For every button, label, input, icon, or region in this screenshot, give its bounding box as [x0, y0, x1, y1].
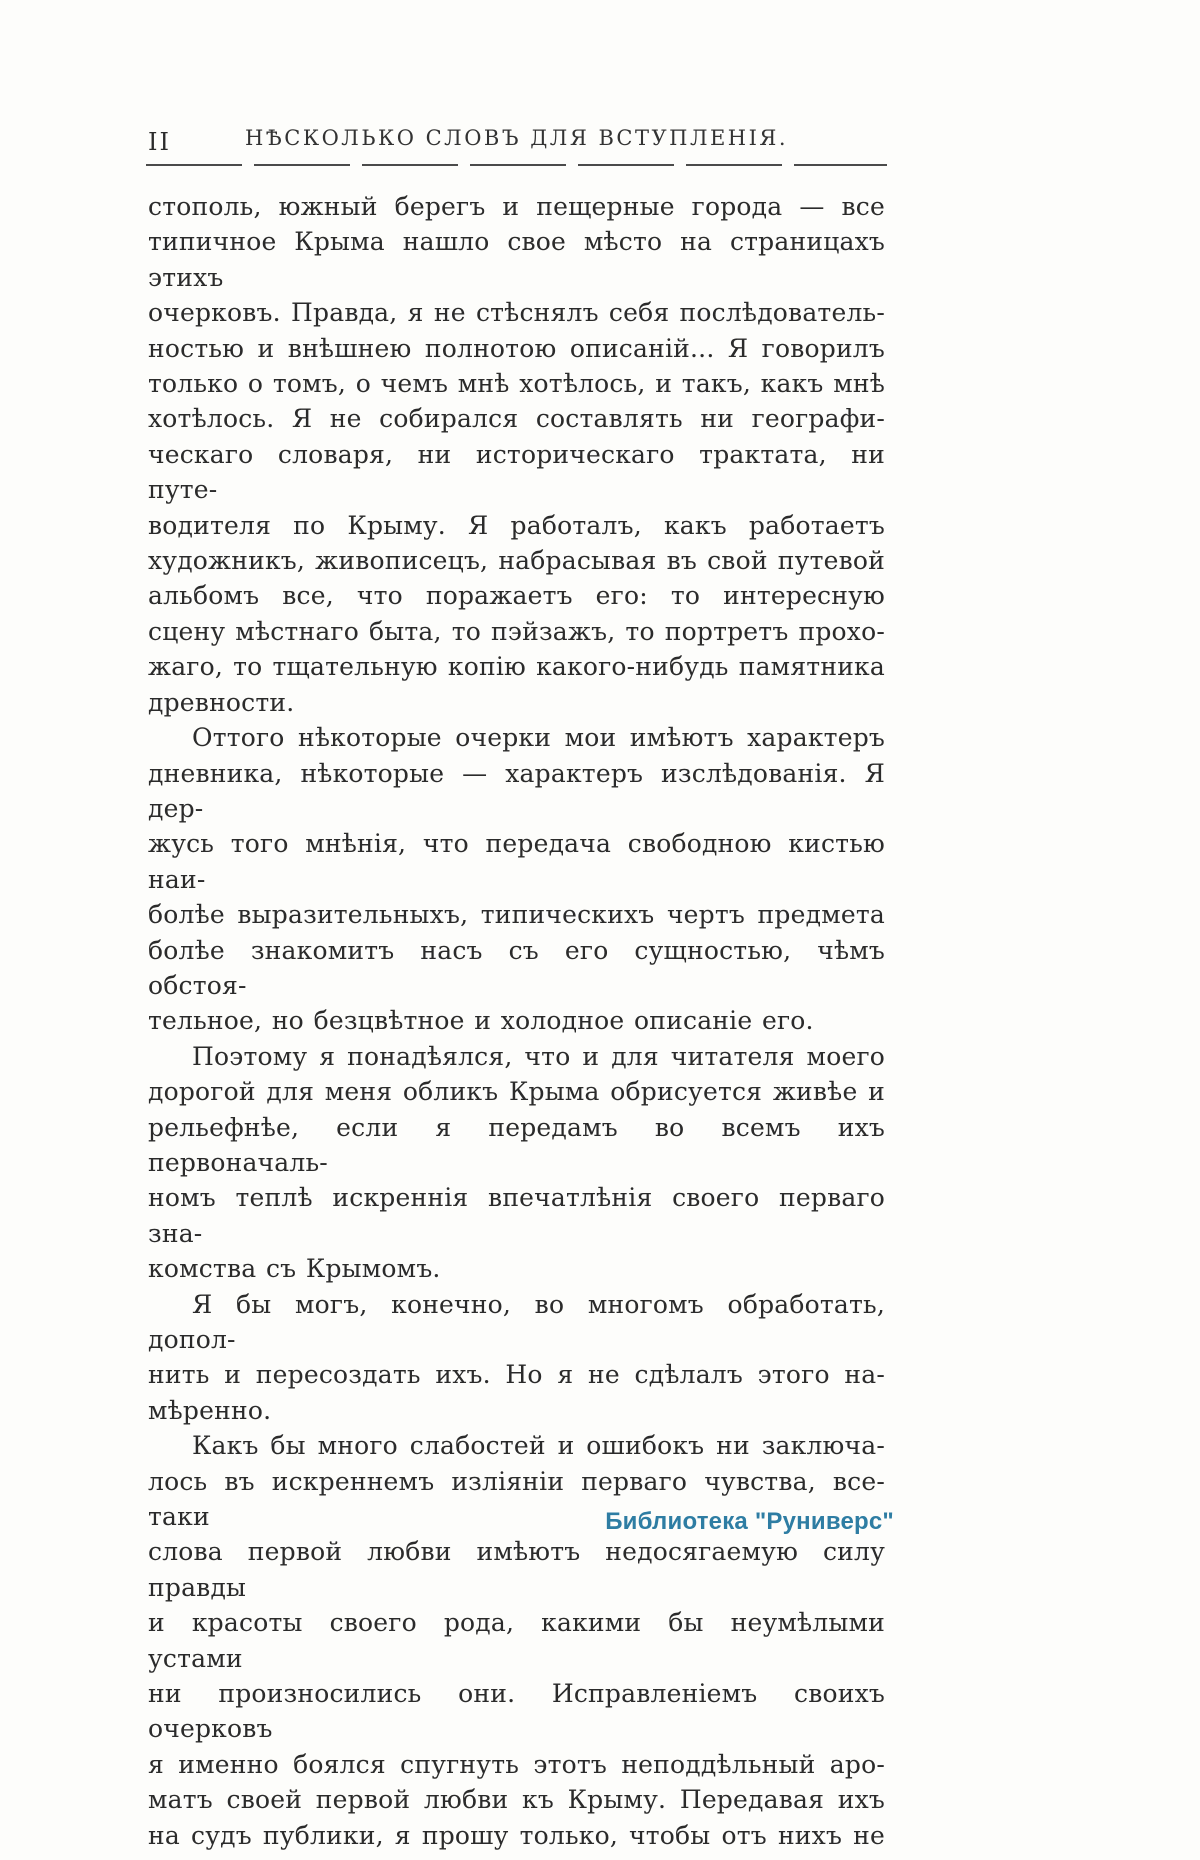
text-line: альбомъ все, что поражаетъ его: то интересную	[148, 581, 885, 611]
text-line: дневника, нѣкоторые — характеръ изслѣдованія. Я дер-	[148, 758, 885, 823]
text-line: лось въ искреннемъ изліяніи перваго чувства, все-таки	[148, 1466, 885, 1532]
text-line: я именно боялся спугнуть этотъ неподдѣльный аро-	[148, 1749, 885, 1779]
text-line: тельное, но безцвѣтное и холодное описаніе его.	[148, 1006, 814, 1036]
text-line: жусь того мнѣнія, что передача свободною кистью наи-	[148, 829, 885, 894]
text-line: Какъ бы много слабостей и ошибокъ ни заключа-	[192, 1431, 885, 1461]
text-line: и красоты своего рода, какими бы неумѣлыми устами	[148, 1608, 885, 1673]
text-line: болѣе выразительныхъ, типическихъ чертъ предмета	[148, 900, 885, 930]
text-line: Я бы могъ, конечно, во многомъ обработать, допол-	[148, 1289, 885, 1354]
text-line: болѣе знакомитъ насъ съ его сущностью, чѣмъ обстоя-	[148, 935, 885, 1000]
text-line: комства съ Крымомъ.	[148, 1254, 441, 1284]
text-line: очерковъ. Правда, я не стѣснялъ себя послѣдователь-	[148, 298, 885, 328]
text-line: только о томъ, о чемъ мнѣ хотѣлось, и такъ, какъ мнѣ	[148, 369, 885, 399]
text-line: хотѣлось. Я не собирался составлять ни географи-	[148, 404, 885, 434]
header-rule	[146, 164, 887, 166]
text-line: Поэтому я понадѣялся, что и для читателя моего	[192, 1041, 885, 1071]
text-line: слова первой любви имѣютъ недосягаемую силу правды	[148, 1537, 885, 1602]
chapter-header-title: НѢСКОЛЬКО СЛОВЪ ДЛЯ ВСТУПЛЕНІЯ.	[244, 126, 789, 150]
text-line: водителя по Крыму. Я работалъ, какъ работаетъ	[148, 510, 885, 540]
text-line: мѣренно.	[148, 1395, 272, 1425]
text-line: древности.	[148, 687, 295, 717]
running-header	[148, 126, 885, 158]
text-line: жаго, то тщательную копію какого-нибудь памятника	[148, 652, 885, 682]
text-line: рельефнѣе, если я передамъ во всемъ ихъ первоначаль-	[148, 1112, 885, 1177]
text-line: дорогой для меня обликъ Крыма обрисуется живѣе и	[148, 1077, 885, 1107]
text-line: матъ своей первой любви къ Крыму. Передавая ихъ	[148, 1785, 885, 1815]
text-line: ностью и внѣшнею полнотою описаній... Я говорилъ	[148, 333, 885, 363]
library-watermark: Библиотека "Руниверс"	[605, 1508, 894, 1535]
text-line: Оттого нѣкоторые очерки мои имѣютъ характеръ	[192, 723, 885, 753]
text-line: типичное Крыма нашло свое мѣсто на страницахъ этихъ	[148, 227, 885, 292]
page-number: II	[148, 128, 171, 156]
text-line: номъ теплѣ искреннія впечатлѣнія своего перваго зна-	[148, 1183, 885, 1248]
text-line: сцену мѣстнаго быта, то пэйзажъ, то портретъ прохо-	[148, 616, 885, 646]
text-line: ни произносились они. Исправленіемъ своихъ очерковъ	[148, 1679, 885, 1744]
body-text	[148, 189, 885, 1853]
text-line: нить и пересоздать ихъ. Но я не сдѣлалъ этого на-	[148, 1360, 885, 1390]
text-line: художникъ, живописецъ, набрасывая въ свой путевой	[148, 546, 885, 576]
text-line: на судъ публики, я прошу только, чтобы отъ нихъ не	[148, 1820, 885, 1850]
text-line: ческаго словаря, ни историческаго трактата, ни путе-	[148, 439, 885, 505]
text-line: стополь, южный берегъ и пещерные города — все	[148, 192, 885, 221]
